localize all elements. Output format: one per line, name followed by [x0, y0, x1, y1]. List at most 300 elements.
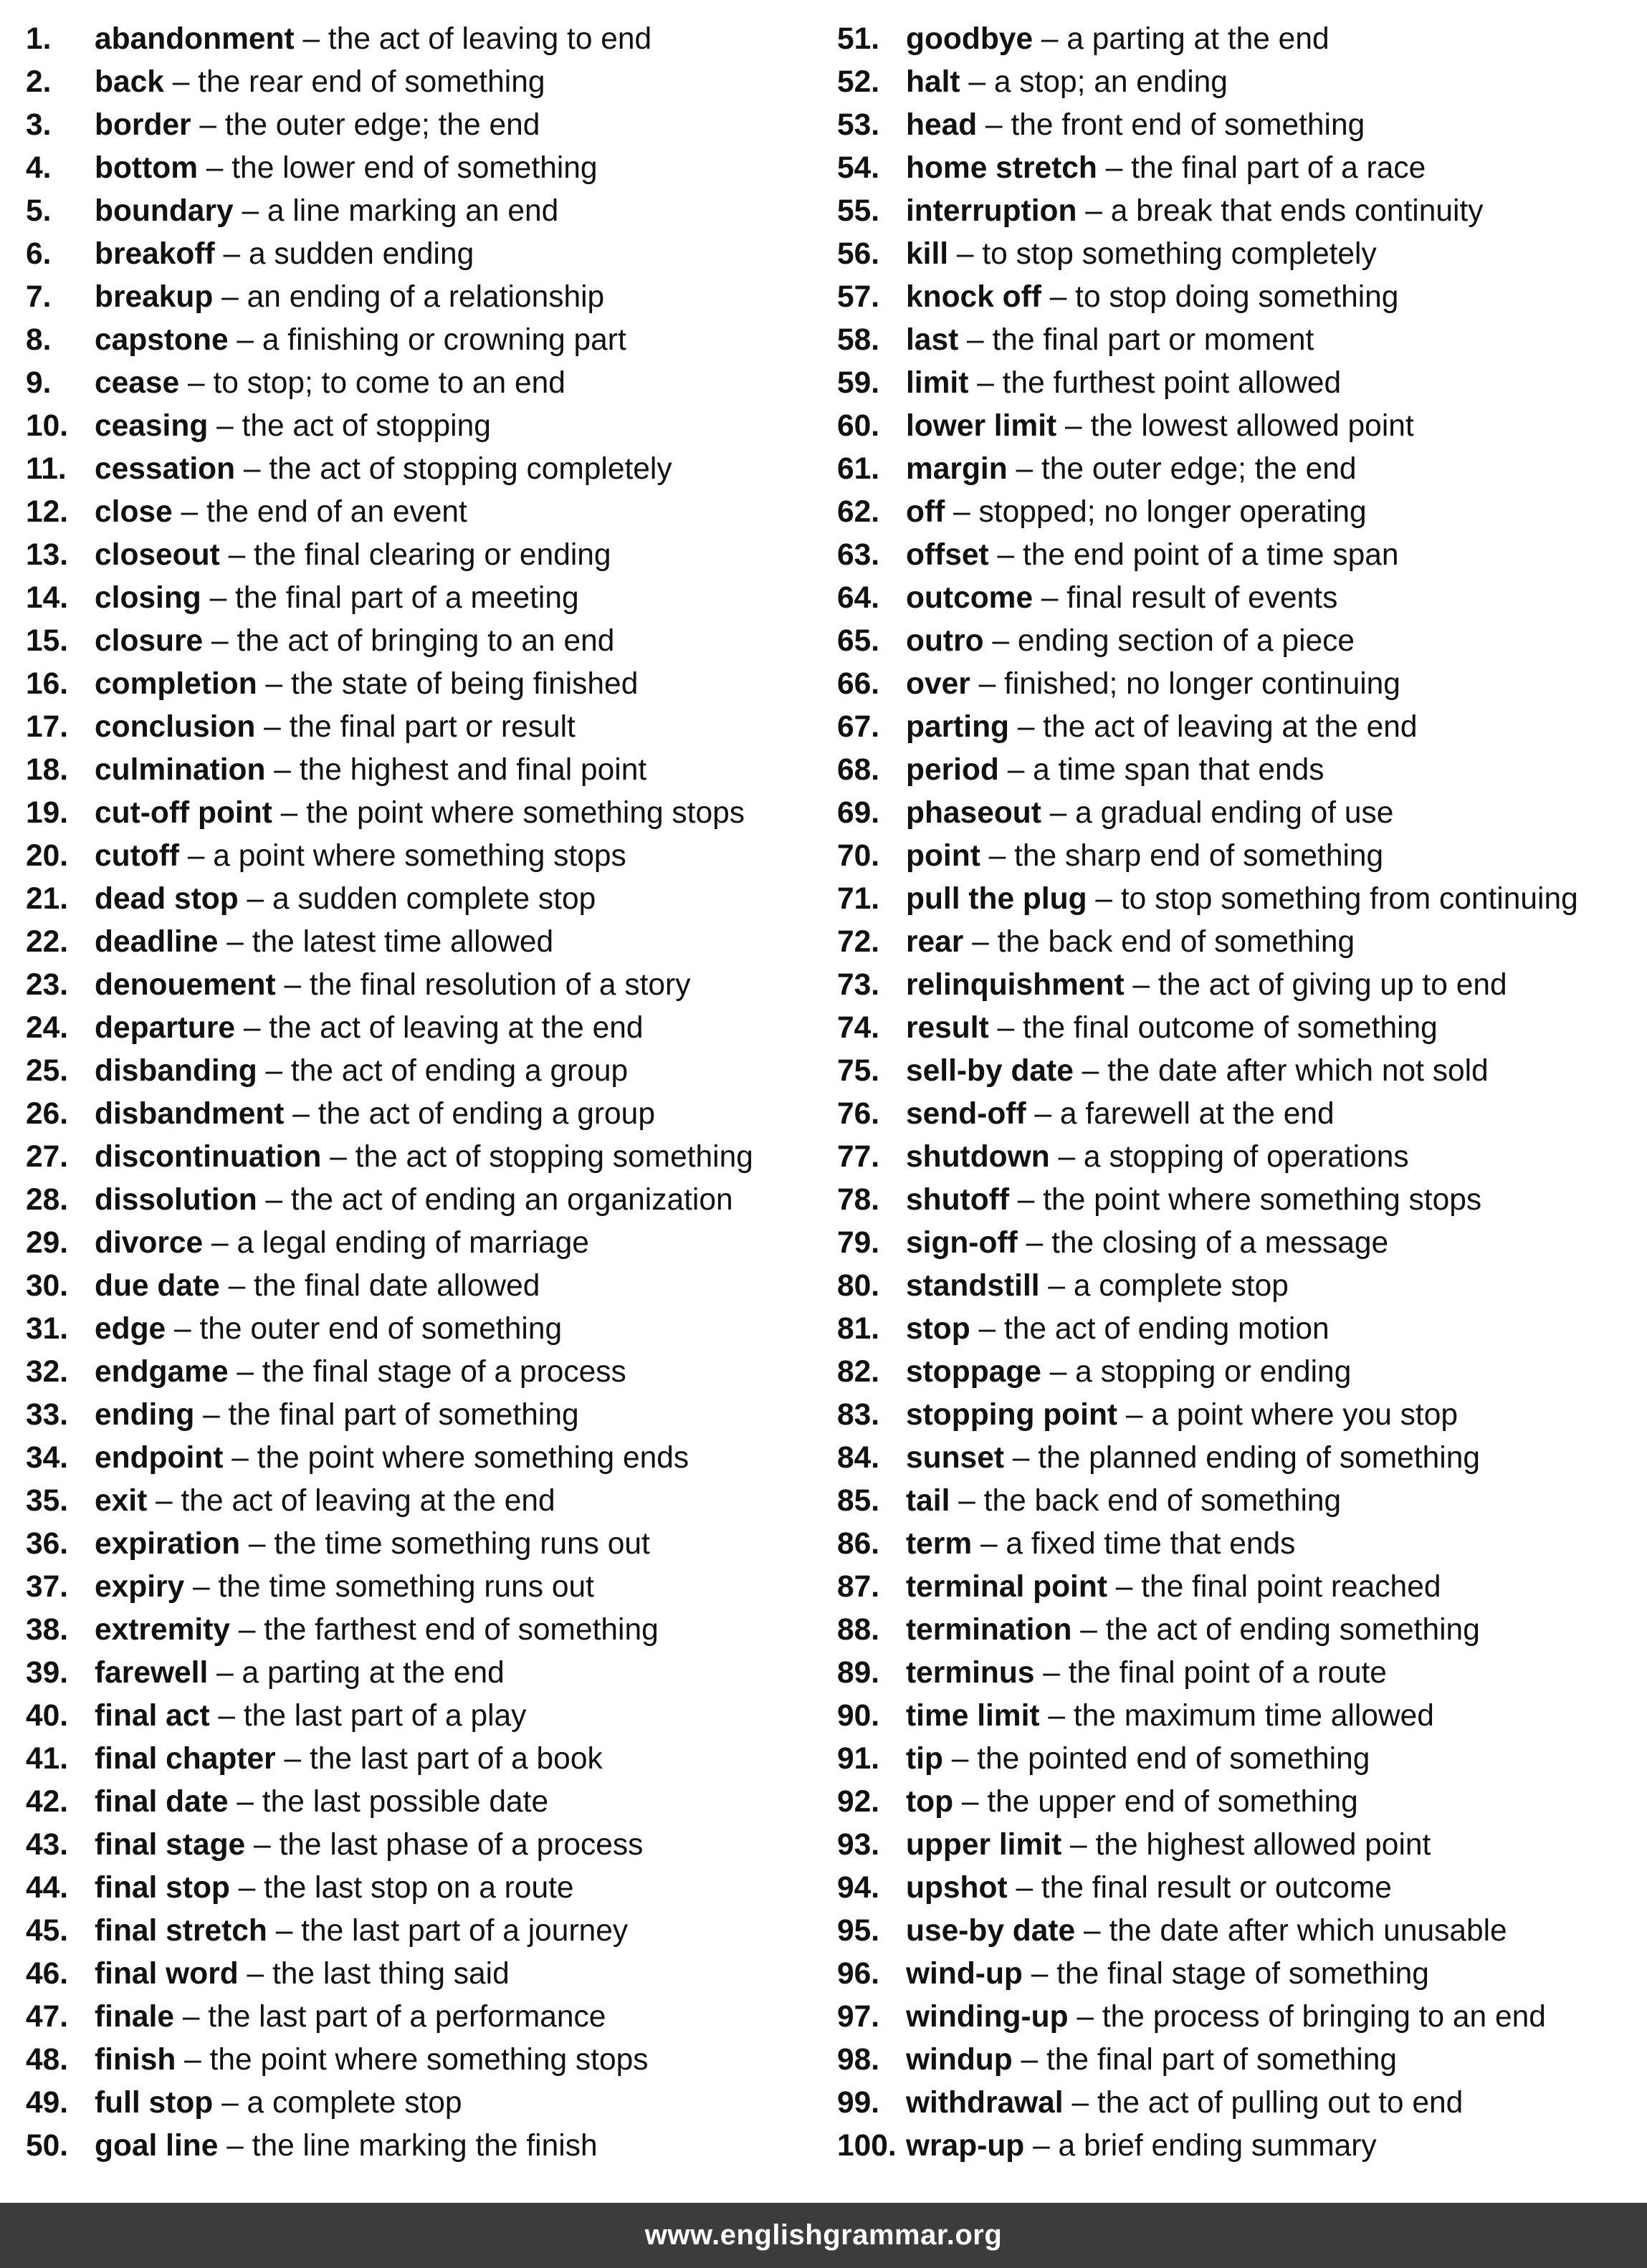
item-term: closure: [95, 624, 204, 658]
item-definition: the time something runs out: [218, 1570, 594, 1604]
list-item: [837, 1007, 1643, 1050]
item-term: stoppage: [906, 1355, 1041, 1389]
list-item: [26, 2125, 814, 2168]
item-definition: to stop something completely: [982, 237, 1377, 271]
list-item: [26, 1050, 814, 1093]
list-item: [26, 276, 814, 319]
item-separator: –: [242, 194, 259, 228]
list-item: [26, 1953, 814, 1996]
item-term: cessation: [95, 452, 236, 486]
item-term: breakup: [95, 280, 214, 314]
list-item: [26, 620, 814, 663]
item-number: 10.: [26, 409, 69, 443]
item-term: send-off: [906, 1097, 1026, 1131]
item-definition: the end of an event: [206, 495, 467, 529]
list-item: [26, 1480, 814, 1523]
item-definition: the final part of a meeting: [235, 581, 579, 615]
item-number: 41.: [26, 1742, 69, 1776]
item-definition: the back end of something: [997, 925, 1355, 959]
item-number: 15.: [26, 624, 69, 658]
list-item: [837, 620, 1643, 663]
item-separator: –: [967, 323, 984, 357]
item-definition: the last possible date: [262, 1785, 549, 1819]
item-separator: –: [265, 1054, 283, 1088]
item-definition: the final stage of something: [1056, 1957, 1429, 1991]
item-term: boundary: [95, 194, 234, 228]
list-item: [26, 104, 814, 147]
item-term: interruption: [906, 194, 1077, 228]
item-definition: the date after which not sold: [1107, 1054, 1489, 1088]
list-item: [26, 1523, 814, 1566]
item-definition: a stop; an ending: [993, 65, 1228, 99]
item-number: 11.: [26, 452, 67, 486]
item-separator: –: [280, 796, 298, 830]
item-term: sell-by date: [906, 1054, 1074, 1088]
list-item: [837, 1093, 1643, 1136]
item-term: finale: [95, 2000, 175, 2034]
item-number: 16.: [26, 667, 69, 701]
list-item: [26, 1867, 814, 1910]
list-item: [26, 362, 814, 405]
item-definition: final result of events: [1066, 581, 1338, 615]
item-number: 37.: [26, 1570, 69, 1604]
item-definition: the act of bringing to an end: [237, 624, 615, 658]
item-number: 67.: [837, 710, 880, 744]
item-number: 94.: [837, 1871, 880, 1905]
list-item: [26, 1093, 814, 1136]
item-term: due date: [95, 1269, 220, 1303]
item-number: 80.: [837, 1269, 880, 1303]
item-definition: the final point reached: [1141, 1570, 1441, 1604]
item-term: final date: [95, 1785, 229, 1819]
item-term: pull the plug: [906, 882, 1087, 916]
list-item: [837, 1265, 1643, 1308]
item-number: 96.: [837, 1957, 880, 1991]
item-term: final stop: [95, 1871, 230, 1905]
item-separator: –: [1012, 1441, 1030, 1475]
list-item: [837, 2125, 1643, 2168]
item-separator: –: [1071, 2086, 1089, 2120]
item-separator: –: [187, 839, 205, 873]
list-item: [837, 362, 1643, 405]
item-separator: –: [231, 1441, 249, 1475]
list-item: [837, 663, 1643, 706]
list-item: [837, 577, 1643, 620]
item-number: 97.: [837, 2000, 880, 2034]
item-number: 25.: [26, 1054, 69, 1088]
item-definition: the point where something stops: [209, 2043, 649, 2077]
list-item: [837, 1050, 1643, 1093]
item-number: 90.: [837, 1699, 880, 1733]
list-item: [837, 835, 1643, 878]
list-item: [837, 1480, 1643, 1523]
item-definition: a complete stop: [1073, 1269, 1289, 1303]
item-separator: –: [956, 237, 974, 271]
item-term: outro: [906, 624, 984, 658]
item-definition: the last thing said: [272, 1957, 510, 1991]
list-item: [26, 1781, 814, 1824]
list-item: [26, 2039, 814, 2082]
list-item: [837, 18, 1643, 61]
item-definition: the line marking the finish: [252, 2129, 598, 2163]
item-separator: –: [182, 2000, 200, 2034]
item-term: edge: [95, 1312, 166, 1346]
item-definition: the pointed end of something: [977, 1742, 1370, 1776]
item-number: 48.: [26, 2043, 69, 2077]
item-definition: a sudden complete stop: [272, 882, 596, 916]
item-separator: –: [972, 925, 989, 959]
item-separator: –: [237, 1355, 254, 1389]
list-item: [26, 1738, 814, 1781]
item-number: 32.: [26, 1355, 69, 1389]
item-definition: the act of ending motion: [1003, 1312, 1329, 1346]
item-separator: –: [1017, 1183, 1035, 1217]
item-number: 40.: [26, 1699, 69, 1733]
item-separator: –: [218, 1699, 236, 1733]
item-separator: –: [1076, 2000, 1094, 2034]
item-definition: the last part of a book: [309, 1742, 603, 1776]
item-separator: –: [284, 968, 302, 1002]
list-item: [837, 706, 1643, 749]
item-definition: the act of ending something: [1105, 1613, 1480, 1647]
list-item: [837, 233, 1643, 276]
list-item: [837, 1953, 1643, 1996]
item-number: 9.: [26, 366, 52, 400]
item-definition: the final part of a race: [1131, 151, 1426, 185]
list-item: [837, 1996, 1643, 2039]
item-separator: –: [1132, 968, 1150, 1002]
item-separator: –: [1082, 1054, 1099, 1088]
list-item: [837, 1394, 1643, 1437]
item-definition: the time something runs out: [274, 1527, 650, 1561]
list-item: [837, 1910, 1643, 1953]
list-item: [26, 190, 814, 233]
item-separator: –: [1070, 1828, 1087, 1862]
item-term: farewell: [95, 1656, 209, 1690]
item-definition: the act of leaving at the end: [181, 1484, 555, 1518]
item-number: 83.: [837, 1398, 880, 1432]
item-definition: the final stage of a process: [262, 1355, 626, 1389]
item-definition: the act of leaving at the end: [1043, 710, 1418, 744]
item-separator: –: [1031, 1957, 1049, 1991]
list-item: [26, 878, 814, 921]
list-item: [26, 405, 814, 448]
item-definition: a farewell at the end: [1059, 1097, 1335, 1131]
item-separator: –: [977, 366, 994, 400]
item-definition: the final outcome of something: [1023, 1011, 1438, 1045]
list-item: [837, 61, 1643, 104]
item-number: 31.: [26, 1312, 69, 1346]
item-separator: –: [199, 108, 217, 142]
item-number: 55.: [837, 194, 880, 228]
item-separator: –: [243, 452, 261, 486]
item-definition: the date after which unusable: [1109, 1914, 1507, 1948]
footer-banner: [0, 2203, 1647, 2268]
item-definition: the final point of a route: [1068, 1656, 1387, 1690]
list-item: [837, 448, 1643, 491]
item-term: shutoff: [906, 1183, 1009, 1217]
item-term: period: [906, 753, 999, 787]
list-item: [837, 1179, 1643, 1222]
item-term: disbanding: [95, 1054, 257, 1088]
item-separator: –: [1021, 2043, 1039, 2077]
item-separator: –: [181, 495, 199, 529]
item-separator: –: [193, 1570, 210, 1604]
item-definition: a fixed time that ends: [1006, 1527, 1296, 1561]
item-term: completion: [95, 667, 257, 701]
footer-website-url: www.englishgrammar.org: [644, 2219, 1003, 2251]
item-number: 35.: [26, 1484, 69, 1518]
item-term: sunset: [906, 1441, 1004, 1475]
list-item: [26, 1437, 814, 1480]
item-number: 92.: [837, 1785, 880, 1819]
list-item: [837, 276, 1643, 319]
list-item: [837, 104, 1643, 147]
list-item: [837, 1652, 1643, 1695]
item-separator: –: [265, 1183, 283, 1217]
item-separator: –: [226, 2129, 244, 2163]
list-item: [837, 1523, 1643, 1566]
item-number: 50.: [26, 2129, 69, 2163]
list-item: [26, 835, 814, 878]
item-separator: –: [221, 280, 239, 314]
list-item: [26, 1910, 814, 1953]
item-term: ending: [95, 1398, 195, 1432]
list-item: [837, 921, 1643, 964]
item-number: 39.: [26, 1656, 69, 1690]
item-number: 61.: [837, 452, 880, 486]
item-term: stopping point: [906, 1398, 1118, 1432]
item-term: breakoff: [95, 237, 215, 271]
item-term: final stretch: [95, 1914, 267, 1948]
item-number: 98.: [837, 2043, 880, 2077]
item-number: 24.: [26, 1011, 69, 1045]
item-definition: the act of ending an organization: [290, 1183, 733, 1217]
item-number: 56.: [837, 237, 880, 271]
list-item: [837, 964, 1643, 1007]
item-term: back: [95, 65, 164, 99]
item-definition: the final resolution of a story: [309, 968, 691, 1002]
item-separator: –: [206, 151, 224, 185]
item-separator: –: [1049, 280, 1067, 314]
item-number: 62.: [837, 495, 880, 529]
list-item: [837, 147, 1643, 190]
item-term: divorce: [95, 1226, 204, 1260]
list-item: [26, 1824, 814, 1867]
item-separator: –: [172, 65, 190, 99]
item-number: 79.: [837, 1226, 880, 1260]
list-item: [837, 1824, 1643, 1867]
item-number: 86.: [837, 1527, 880, 1561]
item-separator: –: [292, 1097, 310, 1131]
item-definition: the act of stopping completely: [269, 452, 672, 486]
item-separator: –: [275, 1914, 293, 1948]
item-definition: the point where something stops: [1043, 1183, 1482, 1217]
item-definition: the act of stopping: [242, 409, 491, 443]
item-separator: –: [264, 710, 281, 744]
item-term: upshot: [906, 1871, 1008, 1905]
item-term: term: [906, 1527, 973, 1561]
item-term: stop: [906, 1312, 970, 1346]
item-separator: –: [1085, 194, 1102, 228]
item-separator: –: [1026, 1226, 1044, 1260]
item-separator: –: [1048, 1269, 1066, 1303]
item-number: 23.: [26, 968, 69, 1002]
item-number: 20.: [26, 839, 69, 873]
list-item: [26, 1394, 814, 1437]
item-number: 76.: [837, 1097, 880, 1131]
item-separator: –: [958, 1484, 975, 1518]
list-item: [26, 749, 814, 792]
list-item: [26, 1179, 814, 1222]
item-separator: –: [284, 1742, 302, 1776]
item-definition: the act of stopping something: [355, 1140, 753, 1174]
item-definition: a gradual ending of use: [1075, 796, 1394, 830]
item-separator: –: [978, 667, 996, 701]
item-number: 64.: [837, 581, 880, 615]
item-term: relinquishment: [906, 968, 1125, 1002]
item-term: lower limit: [906, 409, 1057, 443]
list-item: [26, 1351, 814, 1394]
item-separator: –: [1017, 710, 1035, 744]
list-item: [26, 147, 814, 190]
item-number: 66.: [837, 667, 880, 701]
list-item: [837, 1136, 1643, 1179]
item-separator: –: [1043, 1656, 1060, 1690]
item-number: 72.: [837, 925, 880, 959]
list-item: [26, 491, 814, 534]
item-separator: –: [238, 1613, 256, 1647]
item-separator: –: [1105, 151, 1123, 185]
item-definition: the final part or moment: [992, 323, 1314, 357]
list-item: [26, 1695, 814, 1738]
item-definition: the act of pulling out to end: [1097, 2086, 1464, 2120]
item-term: endgame: [95, 1355, 229, 1389]
item-number: 8.: [26, 323, 52, 357]
list-item: [26, 2082, 814, 2125]
item-definition: a parting at the end: [1066, 22, 1329, 56]
item-separator: –: [216, 409, 234, 443]
item-number: 14.: [26, 581, 69, 615]
item-separator: –: [1016, 452, 1033, 486]
item-number: 44.: [26, 1871, 69, 1905]
item-term: wrap-up: [906, 2129, 1025, 2163]
item-term: home stretch: [906, 151, 1097, 185]
item-number: 7.: [26, 280, 52, 314]
item-term: terminus: [906, 1656, 1035, 1690]
item-separator: –: [247, 1957, 264, 1991]
list-item: [26, 577, 814, 620]
item-definition: the closing of a message: [1051, 1226, 1389, 1260]
list-item: [837, 319, 1643, 362]
item-number: 34.: [26, 1441, 69, 1475]
item-definition: the state of being finished: [290, 667, 639, 701]
item-separator: –: [254, 1828, 271, 1862]
list-item: [26, 1007, 814, 1050]
list-item: [26, 1609, 814, 1652]
item-separator: –: [216, 1656, 234, 1690]
list-item: [26, 1566, 814, 1609]
item-separator: –: [1049, 1355, 1067, 1389]
item-number: 53.: [837, 108, 880, 142]
item-term: limit: [906, 366, 969, 400]
item-separator: –: [188, 366, 205, 400]
list-item: [26, 1222, 814, 1265]
item-term: last: [906, 323, 959, 357]
list-item: [837, 2039, 1643, 2082]
item-number: 70.: [837, 839, 880, 873]
item-term: finish: [95, 2043, 176, 2077]
item-term: result: [906, 1011, 989, 1045]
item-number: 43.: [26, 1828, 69, 1862]
item-definition: the upper end of something: [987, 1785, 1358, 1819]
item-separator: –: [209, 581, 227, 615]
item-term: final chapter: [95, 1742, 276, 1776]
item-definition: the maximum time allowed: [1073, 1699, 1434, 1733]
item-term: bottom: [95, 151, 198, 185]
item-term: close: [95, 495, 173, 529]
item-number: 85.: [837, 1484, 880, 1518]
item-number: 82.: [837, 1355, 880, 1389]
list-item: [837, 1222, 1643, 1265]
item-term: termination: [906, 1613, 1072, 1647]
item-number: 47.: [26, 2000, 69, 2034]
list-item: [837, 1566, 1643, 1609]
item-definition: the furthest point allowed: [1002, 366, 1342, 400]
item-definition: the last phase of a process: [279, 1828, 644, 1862]
item-definition: the act of leaving at the end: [269, 1011, 644, 1045]
item-separator: –: [174, 1312, 191, 1346]
item-term: knock off: [906, 280, 1041, 314]
item-definition: the act of ending a group: [318, 1097, 655, 1131]
item-number: 1.: [26, 22, 52, 56]
item-definition: a parting at the end: [242, 1656, 505, 1690]
item-number: 60.: [837, 409, 880, 443]
list-item: [837, 534, 1643, 577]
item-separator: –: [211, 1226, 229, 1260]
item-term: goal line: [95, 2129, 219, 2163]
list-item: [26, 1265, 814, 1308]
item-separator: –: [211, 624, 229, 658]
item-separator: –: [988, 839, 1006, 873]
item-definition: the last part of a performance: [208, 2000, 606, 2034]
item-number: 13.: [26, 538, 69, 572]
item-separator: –: [243, 1011, 261, 1045]
item-separator: –: [302, 22, 320, 56]
list-item: [26, 1136, 814, 1179]
item-definition: the last part of a journey: [301, 1914, 629, 1948]
item-number: 5.: [26, 194, 52, 228]
list-item: [837, 1738, 1643, 1781]
item-term: final act: [95, 1699, 210, 1733]
item-number: 77.: [837, 1140, 880, 1174]
item-number: 100.: [837, 2129, 897, 2163]
list-item: [26, 1308, 814, 1351]
list-item: [26, 448, 814, 491]
item-term: expiration: [95, 1527, 241, 1561]
item-number: 12.: [26, 495, 69, 529]
item-number: 17.: [26, 710, 69, 744]
item-number: 57.: [837, 280, 880, 314]
item-term: deadline: [95, 925, 219, 959]
item-term: off: [906, 495, 945, 529]
item-number: 38.: [26, 1613, 69, 1647]
item-definition: an ending of a relationship: [247, 280, 605, 314]
item-separator: –: [228, 538, 246, 572]
item-separator: –: [1007, 753, 1025, 787]
item-definition: the final clearing or ending: [254, 538, 611, 572]
item-number: 58.: [837, 323, 880, 357]
